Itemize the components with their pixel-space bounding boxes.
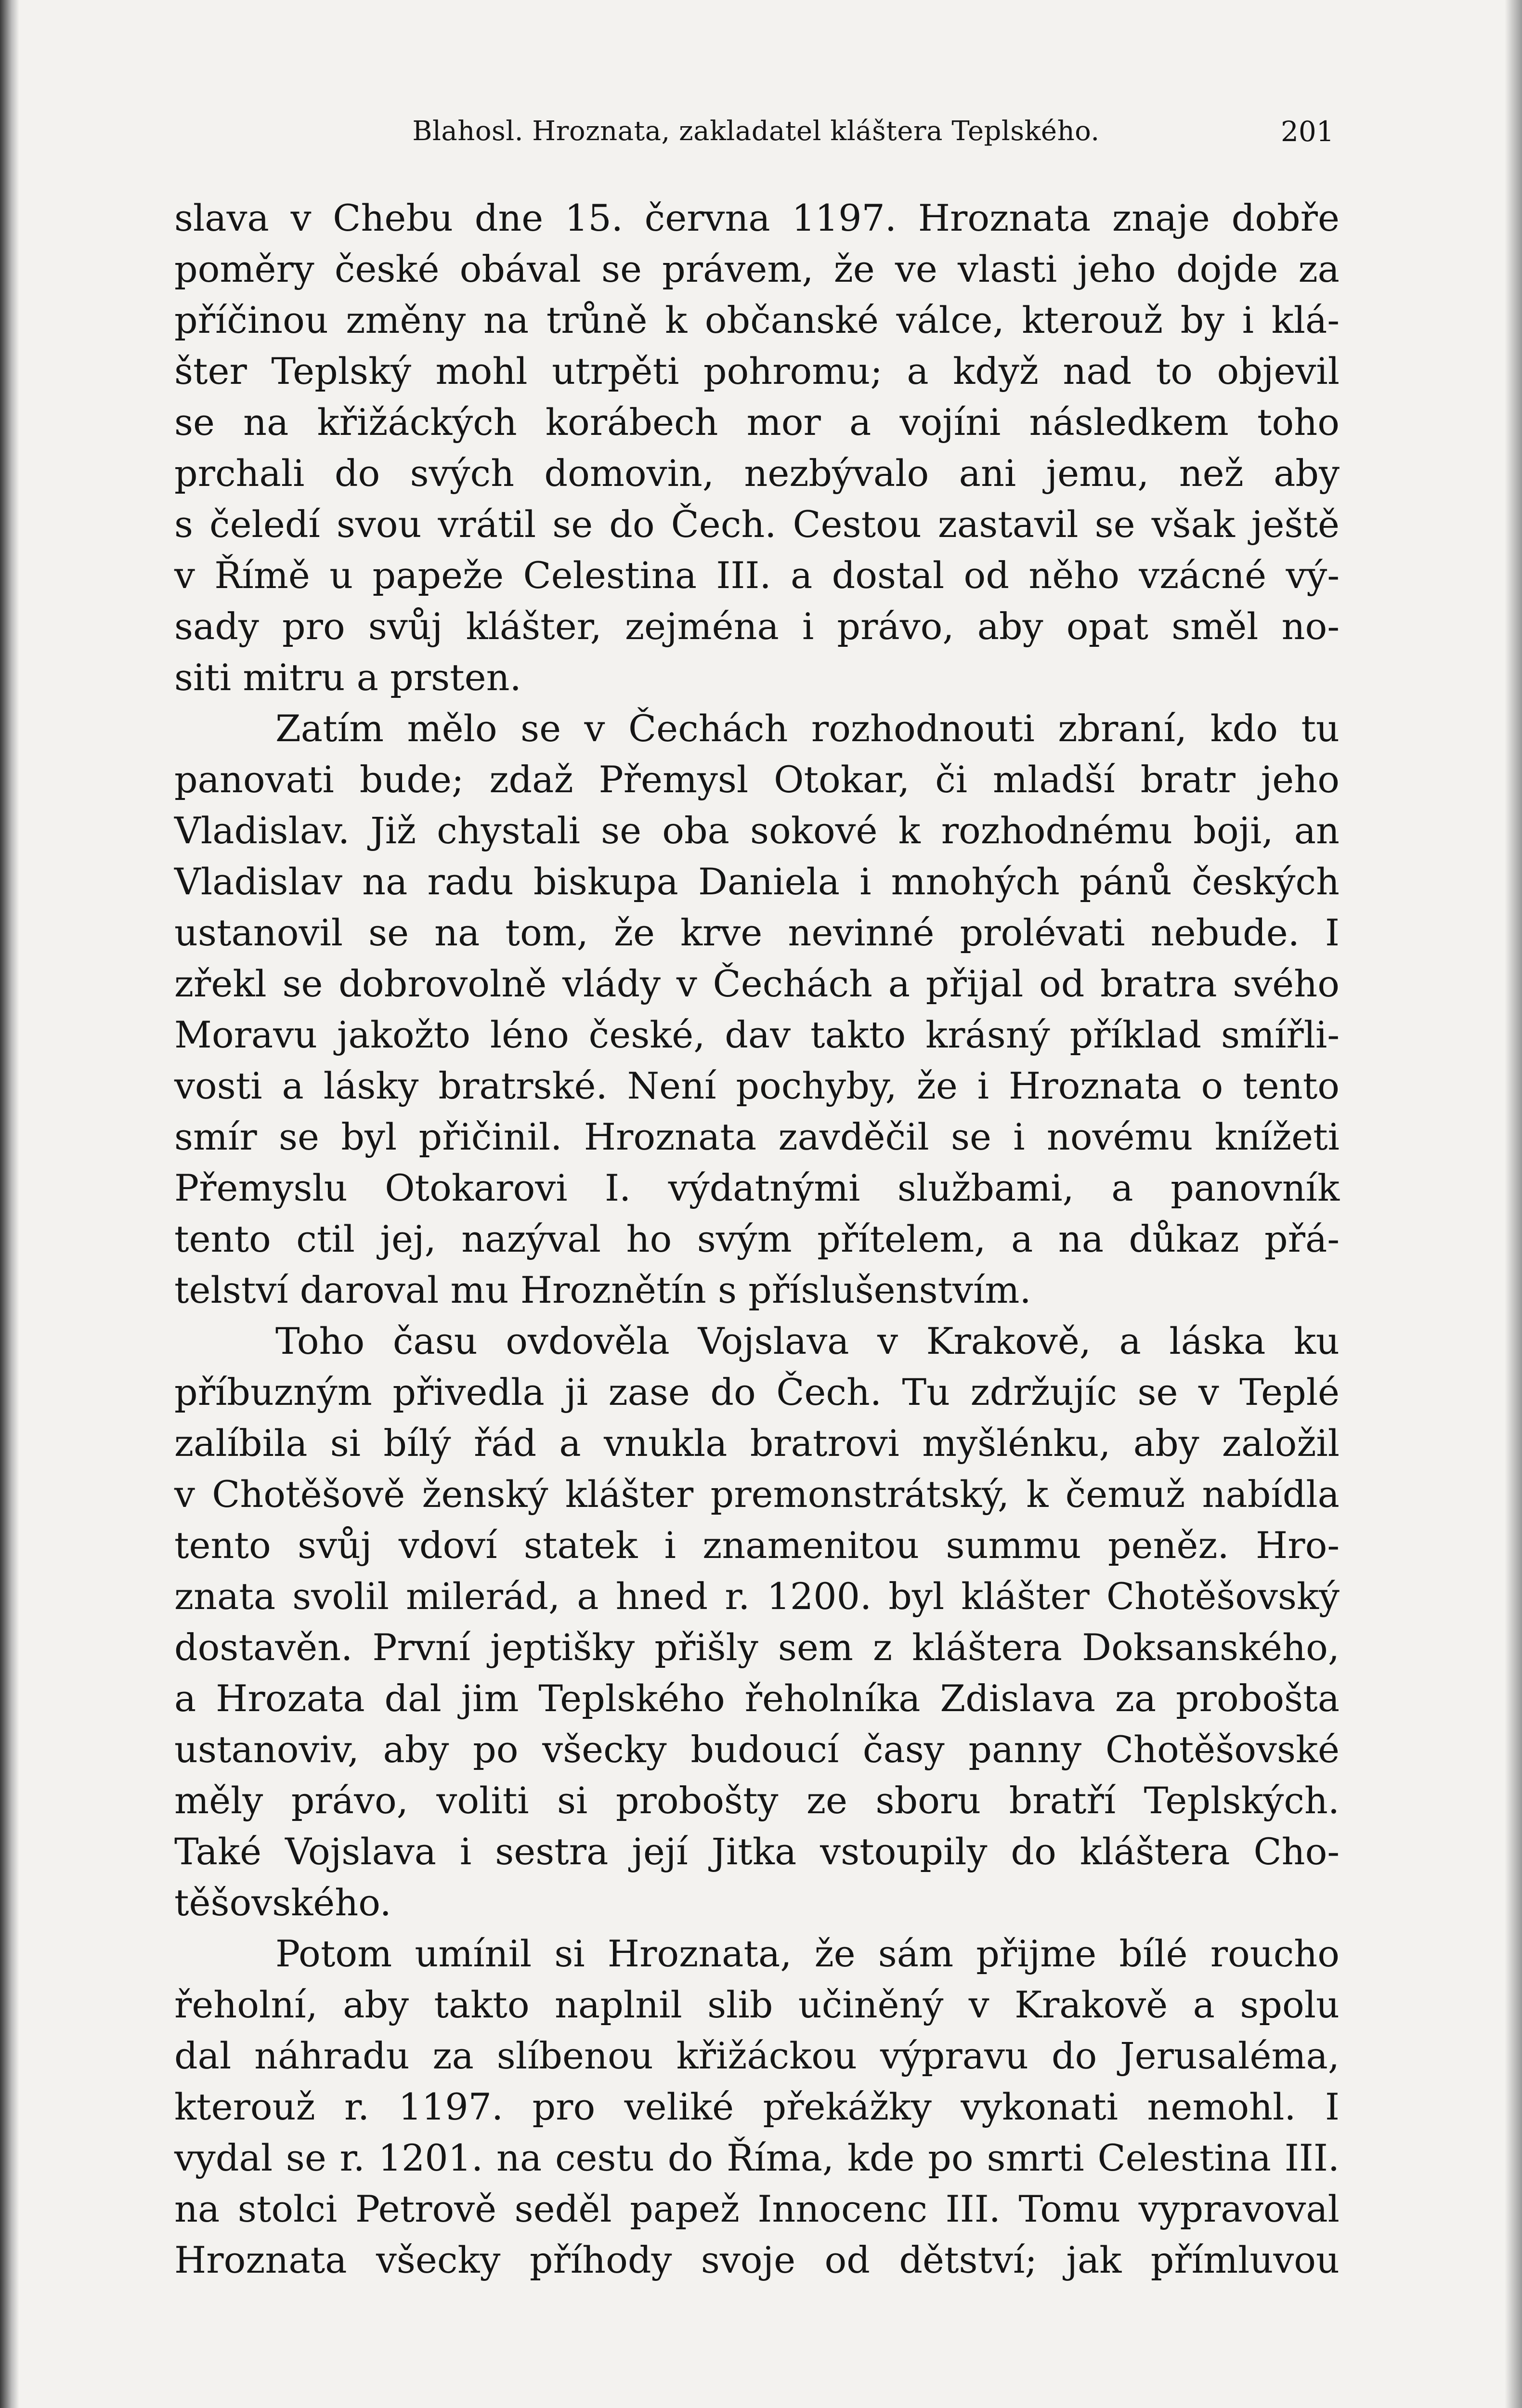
text-line: příčinou změny na trůně k občanské válce, kterouž by i klá- <box>174 299 1340 341</box>
text-line: na stolci Petrově seděl papež Innocenc III. Tomu vypravoval <box>174 2187 1340 2230</box>
text-line: Potom umínil si Hroznata, že sám přijme bílé roucho <box>275 1932 1340 1975</box>
text-line: ustanoviv, aby po všecky budoucí časy panny Chotěšovské <box>174 1728 1340 1771</box>
text-line: panovati bude; zdaž Přemysl Otokar, či mladší bratr jeho <box>174 758 1340 801</box>
text-line: Přemyslu Otokarovi I. výdatnými službami, a panovník <box>174 1166 1340 1209</box>
text-line: a Hrozata dal jim Teplského řeholníka Zdislava za proboštа <box>174 1677 1340 1720</box>
text-line: Toho času ovdověla Vojslava v Krakově, a láska ku <box>275 1320 1340 1362</box>
text-line: sady pro svůj klášter, zejména i právo, aby opat směl no- <box>174 605 1340 648</box>
text-line: ustanovil se na tom, že krve nevinné prolévati nebude. I <box>174 911 1340 954</box>
text-line: telství daroval mu Hroznětín s příslušenstvím. <box>174 1269 1031 1311</box>
text-line: v Chotěšově ženský klášter premonstrátský, k čemuž nabídla <box>174 1473 1340 1516</box>
text-line: v Římě u papeže Celestina III. a dostal od něho vzácné vý- <box>174 554 1340 597</box>
text-line: kterouž r. 1197. pro veliké překážky vykonati nemohl. I <box>174 2085 1340 2128</box>
text-line: zalíbila si bílý řád a vnukla bratrovi myšlénku, aby založil <box>174 1422 1340 1465</box>
text-line: měly právo, voliti si probošty ze sboru bratří Teplských. <box>174 1779 1340 1822</box>
text-line: příbuzným přivedla ji zase do Čech. Tu zdržujíc se v Teplé <box>174 1371 1340 1413</box>
text-line: Vladislav na radu biskupa Daniela i mnohých pánů českých <box>174 860 1340 903</box>
text-line: slava v Chebu dne 15. června 1197. Hroznata znaje dobře <box>174 196 1340 239</box>
text-line: poměry české obával se právem, že ve vlasti jeho dojde za <box>174 248 1340 290</box>
text-line: tento ctil jej, nazýval ho svým přítelem, a na důkaz přá- <box>174 1217 1340 1260</box>
page-edge-shadow-left <box>0 0 19 2408</box>
text-line: s čeledí svou vrátil se do Čech. Cestou zastavil se však ještě <box>174 503 1340 546</box>
text-line: zřekl se dobrovolně vlády v Čechách a přijal od bratra svého <box>174 962 1340 1005</box>
text-line: Hroznata všecky příhody svoje od dětství; jak přímluvou <box>174 2238 1340 2281</box>
text-line: se na křižáckých korábech mor a vojíni následkem toho <box>174 401 1340 444</box>
page-number: 201 <box>1281 115 1334 148</box>
text-line: Moravu jakožto léno české, dav takto krásný příklad smířli- <box>174 1013 1340 1056</box>
text-line: těšovského. <box>174 1881 391 1924</box>
text-line: siti mitru a prsten. <box>174 656 521 699</box>
text-line: dal náhradu za slíbenou křižáckou výpravu do Jerusaléma, <box>174 2034 1340 2077</box>
text-line: prchali do svých domovin, nezbývalo ani jemu, než aby <box>174 452 1340 495</box>
text-line: znata svolil milerád, a hned r. 1200. byl klášter Chotěšovský <box>174 1575 1340 1618</box>
text-line: dostavěn. První jeptišky přišly sem z kláštera Doksanského, <box>174 1626 1340 1669</box>
text-line: vosti a lásky bratrské. Není pochyby, že i Hroznata o tento <box>174 1064 1340 1107</box>
body-text <box>174 193 1340 2286</box>
text-line: Zatím mělo se v Čechách rozhodnouti zbraní, kdo tu <box>275 707 1340 750</box>
text-line: vydal se r. 1201. na cestu do Říma, kde po smrti Celestina III. <box>174 2136 1340 2179</box>
text-line: smír se byl přičinil. Hroznata zavděčil se i novému knížeti <box>174 1115 1340 1158</box>
text-line: Vladislav. Již chystali se oba sokové k rozhodnému boji, an <box>174 809 1340 852</box>
running-header-title: Blahosl. Hroznata, zakladatel kláštera Teplského. <box>412 116 1100 147</box>
text-line: šter Teplský mohl utrpěti pohromu; a když nad to objevil <box>174 350 1340 393</box>
page-edge-shadow-right <box>1505 0 1522 2408</box>
text-line: řeholní, aby takto naplnil slib učiněný v Krakově a spolu <box>174 1983 1340 2026</box>
text-line: tento svůj vdoví statek i znamenitou summu peněz. Hro- <box>174 1524 1340 1567</box>
text-line: Také Vojslava i sestra její Jitka vstoupily do kláštera Cho- <box>174 1830 1340 1873</box>
